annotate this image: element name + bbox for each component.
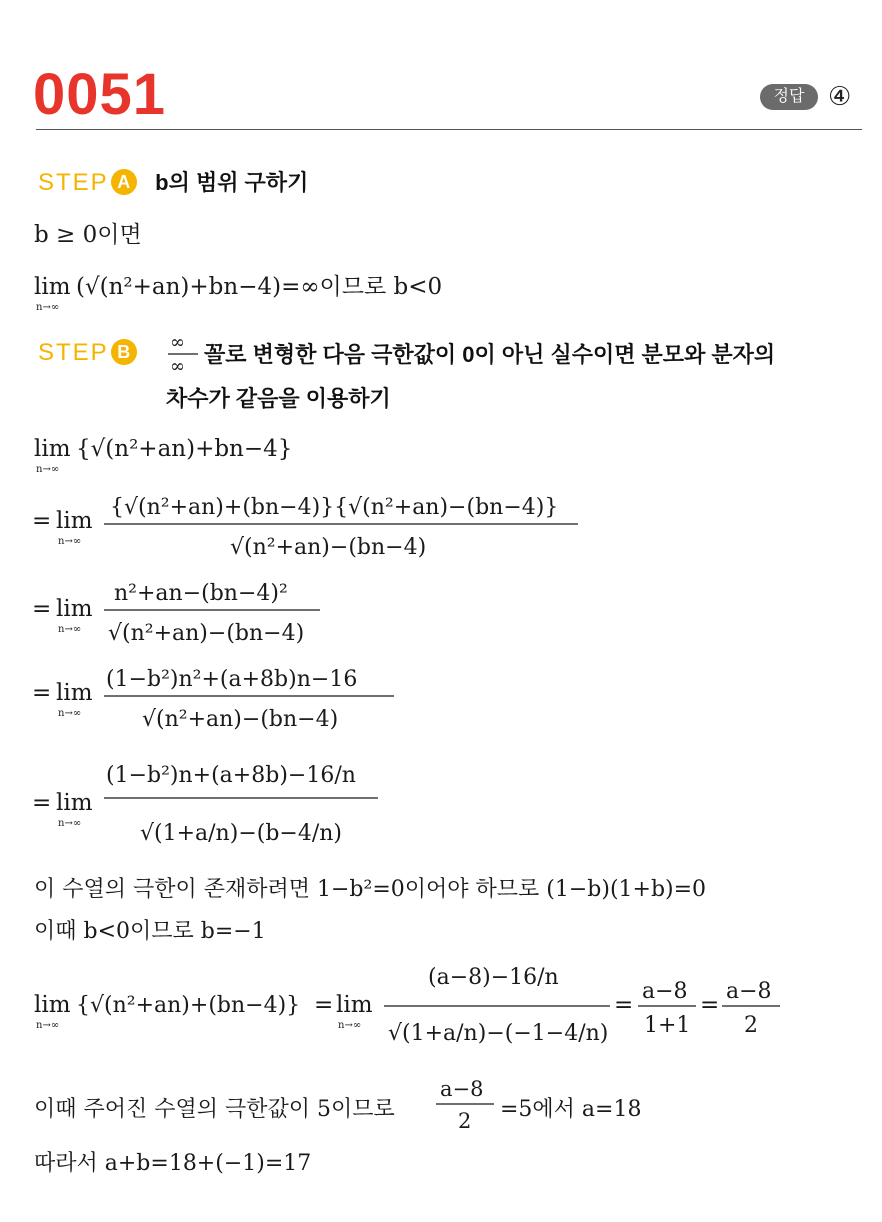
since-line: 이때 b<0이므로 b=−1 <box>34 919 266 944</box>
problem-number: 0051 <box>33 62 167 127</box>
eq-3: = <box>32 680 52 706</box>
answer-badge: 정답 <box>760 84 818 110</box>
final-mid-den: 1+1 <box>644 1013 691 1038</box>
eq-2: = <box>32 596 52 622</box>
step-a-letter: A <box>111 169 137 195</box>
step-b-frac-num: ∞ <box>170 332 185 353</box>
row4-num: (1−b²)n+(a+8b)−16/n <box>106 763 356 788</box>
given-line: 이때 주어진 수열의 극한값이 5이므로 <box>34 1097 395 1122</box>
row3-den: √(n²+an)−(bn−4) <box>142 707 339 732</box>
row2-den: √(n²+an)−(bn−4) <box>108 621 305 646</box>
lim-2-sub: n→∞ <box>58 624 82 635</box>
row3-num: (1−b²)n²+(a+8b)n−16 <box>106 667 358 692</box>
final-lim-2: lim <box>336 992 373 1018</box>
conclusion-line: 따라서 a+b=18+(−1)=17 <box>34 1151 312 1176</box>
row0-expr: {√(n²+an)+bn−4} <box>76 436 293 462</box>
final-end-den: 2 <box>744 1013 758 1038</box>
row1-num: {√(n²+an)+(bn−4)}{√(n²+an)−(bn−4)} <box>110 495 559 520</box>
final-eq-3: = <box>700 992 720 1018</box>
final-end-num: a−8 <box>726 979 772 1004</box>
step-b-letter: B <box>111 339 137 365</box>
lim-0: lim <box>34 436 71 462</box>
header-divider <box>36 129 862 130</box>
final-eq-1: = <box>314 992 334 1018</box>
step-a-line2: (√(n²+an)+bn−4)=∞이므로 b<0 <box>76 274 443 300</box>
step-b-title-line1: 꼴로 변형한 다음 극한값이 0이 아닌 실수이면 분모와 분자의 <box>204 342 776 367</box>
eq-1: = <box>32 508 52 534</box>
step-a-lim-sub: n→∞ <box>36 302 60 312</box>
condition-line: 이 수열의 극한이 존재하려면 1−b²=0이어야 하므로 (1−b)(1+b)=0 <box>34 877 707 902</box>
lim-1-sub: n→∞ <box>58 536 82 547</box>
lim-3-sub: n→∞ <box>58 708 82 719</box>
eq-4: = <box>32 790 52 816</box>
step-b-fraction <box>164 330 204 378</box>
final-eq-2: = <box>614 992 634 1018</box>
step-a-body <box>30 212 590 312</box>
final-limit <box>30 950 870 1070</box>
step-a-heading <box>38 166 308 197</box>
final-num: (a−8)−16/n <box>428 965 559 990</box>
step-a-tag: STEP <box>38 169 109 196</box>
final-lim-1-sub: n→∞ <box>36 1020 60 1031</box>
step-b-title-line2: 차수가 같음을 이용하기 <box>166 386 391 411</box>
given-fraction <box>434 1074 498 1134</box>
row2-num: n²+an−(bn−4)² <box>114 581 288 606</box>
lim-2: lim <box>56 596 93 622</box>
step-a-lim: lim <box>34 274 71 300</box>
final-lim-2-sub: n→∞ <box>338 1020 362 1031</box>
step-a-line1: b ≥ 0이면 <box>34 222 142 248</box>
final-lhs: {√(n²+an)+(bn−4)} <box>76 993 301 1018</box>
given-den: 2 <box>458 1109 472 1133</box>
step-b-tag: STEP <box>38 339 109 366</box>
final-mid-num: a−8 <box>642 979 688 1004</box>
row1-den: √(n²+an)−(bn−4) <box>230 535 427 560</box>
given-tail: =5에서 a=18 <box>500 1097 642 1122</box>
final-lim-1: lim <box>34 992 71 1018</box>
lim-4-sub: n→∞ <box>58 818 82 829</box>
row4-den: √(1+a/n)−(b−4/n) <box>140 821 343 846</box>
lim-0-sub: n→∞ <box>36 464 60 475</box>
answer-value: ④ <box>828 81 852 111</box>
step-b-frac-den: ∞ <box>170 356 185 377</box>
step-a-title: b의 범위 구하기 <box>155 170 309 195</box>
derivation <box>30 420 870 870</box>
lim-1: lim <box>56 508 93 534</box>
lim-4: lim <box>56 790 93 816</box>
given-num: a−8 <box>440 1077 484 1101</box>
lim-3: lim <box>56 680 93 706</box>
final-den: √(1+a/n)−(−1−4/n) <box>388 1021 609 1046</box>
